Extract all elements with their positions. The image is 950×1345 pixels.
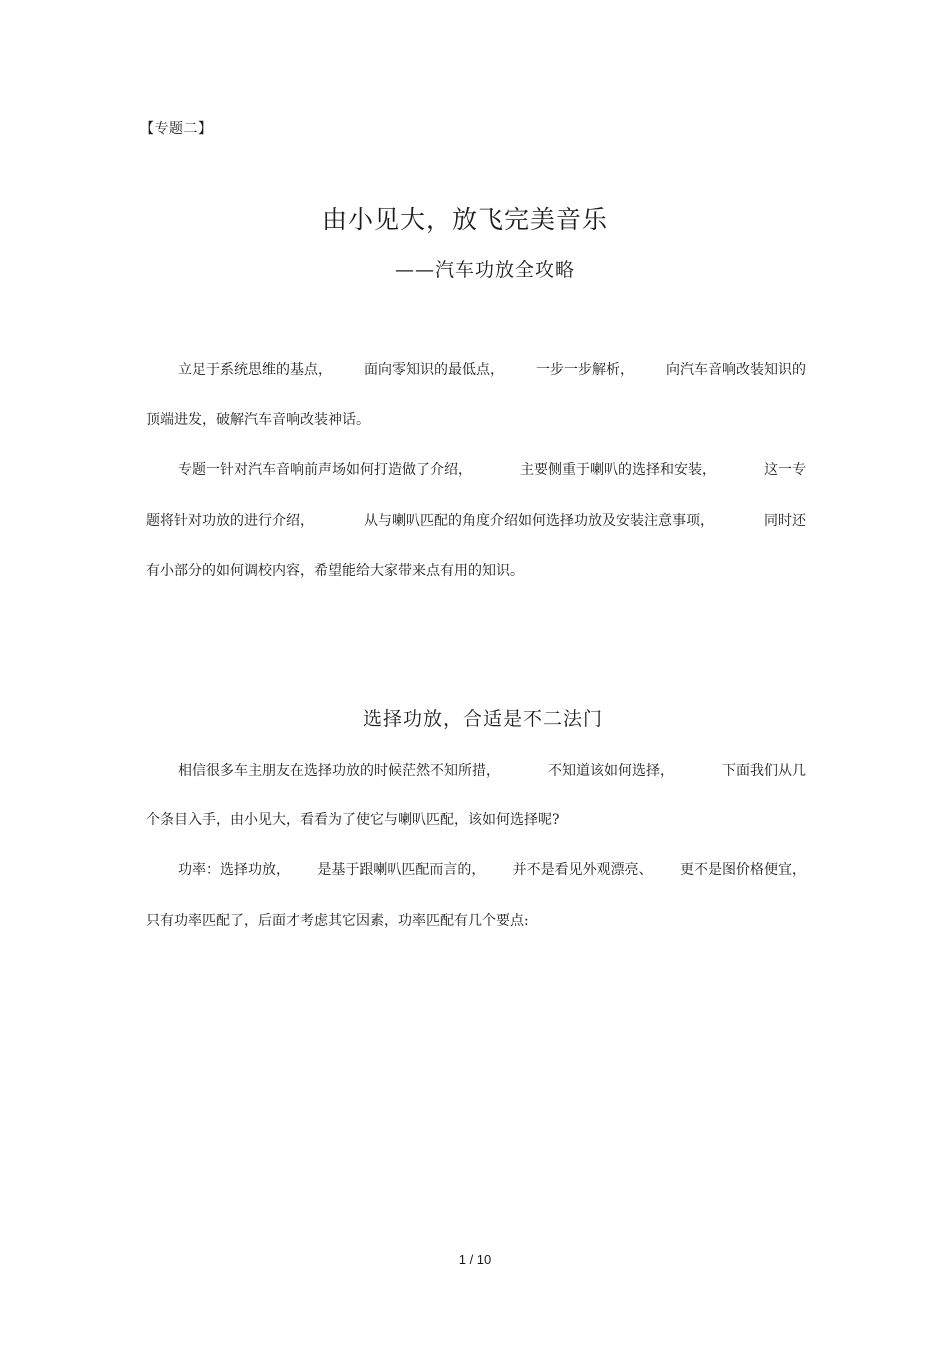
document-title: 由小见大，放飞完美音乐 bbox=[321, 205, 608, 234]
text-segment: 并不是看见外观漂亮、 bbox=[512, 862, 653, 878]
text-segment: 功率：选择功放， bbox=[178, 862, 290, 878]
intro-p2-line2 bbox=[146, 510, 806, 530]
text-segment: 是基于跟喇叭匹配而言的， bbox=[317, 862, 486, 878]
text-segment: 这一专 bbox=[764, 462, 806, 478]
text-segment: 一步一步解析， bbox=[536, 362, 634, 378]
intro-p2-line3: 有小部分的如何调校内容，希望能给大家带来点有用的知识。 bbox=[146, 563, 524, 579]
section-heading: 选择功放，合适是不二法门 bbox=[362, 708, 603, 730]
page-number: 1 / 10 bbox=[458, 1252, 492, 1267]
intro-p1-line2: 顶端进发，破解汽车音响改装神话。 bbox=[146, 412, 370, 428]
intro-p1-line1 bbox=[146, 359, 806, 379]
text-segment: 主要侧重于喇叭的选择和安装， bbox=[520, 462, 716, 478]
text-segment: 题将针对功放的进行介绍， bbox=[146, 513, 314, 529]
section-p1-line1 bbox=[146, 760, 806, 780]
text-segment: 向汽车音响改装知识的 bbox=[666, 362, 806, 378]
text-segment: 专题一针对汽车音响前声场如何打造做了介绍， bbox=[178, 462, 472, 478]
text-segment: 下面我们从几 bbox=[722, 763, 806, 779]
text-segment: 更不是图价格便宜， bbox=[679, 862, 806, 878]
topic-tag: 【专题二】 bbox=[140, 121, 213, 137]
text-segment: 立足于系统思维的基点， bbox=[178, 362, 332, 378]
section-p1-line2: 个条目入手，由小见大，看看为了使它与喇叭匹配，该如何选择呢? bbox=[146, 812, 560, 828]
document-subtitle: ——汽车功放全攻略 bbox=[395, 259, 576, 281]
section-p2-line1 bbox=[146, 859, 806, 879]
text-segment: 从与喇叭匹配的角度介绍如何选择功放及安装注意事项， bbox=[364, 513, 714, 529]
text-segment: 相信很多车主朋友在选择功放的时候茫然不知所措， bbox=[178, 763, 500, 779]
text-segment: 面向零知识的最低点， bbox=[364, 362, 504, 378]
text-segment: 不知道该如何选择， bbox=[548, 763, 674, 779]
section-p2-line2: 只有功率匹配了，后面才考虑其它因素，功率匹配有几个要点: bbox=[146, 913, 529, 929]
text-segment: 同时还 bbox=[764, 513, 806, 529]
intro-p2-line1 bbox=[146, 459, 806, 479]
